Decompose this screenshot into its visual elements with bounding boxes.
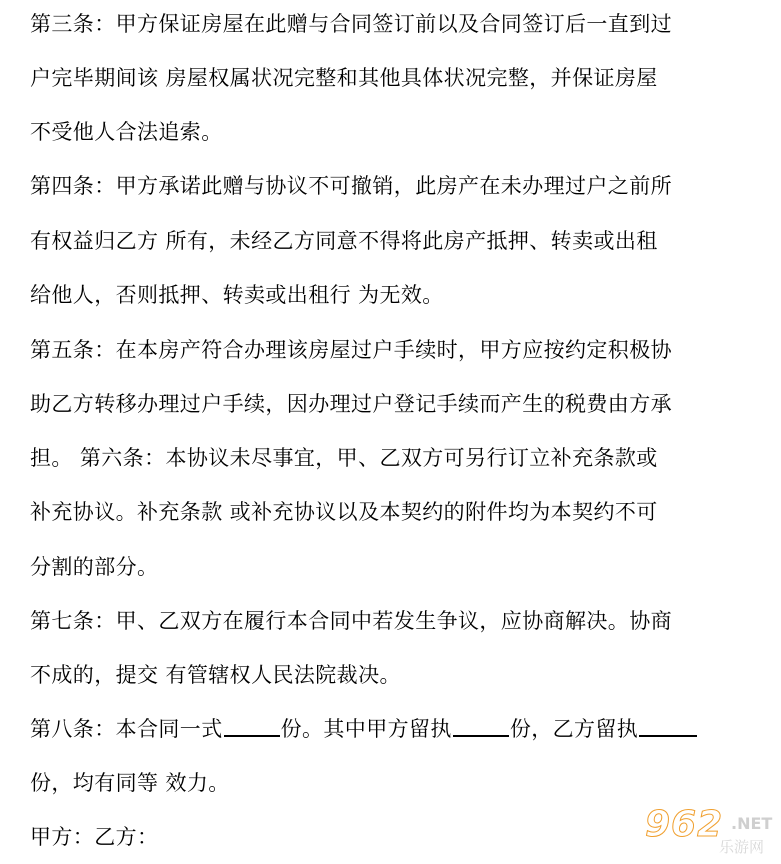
text-line: 第七条：甲、乙双方在履行本合同中若发生争议，应协商解决。协商 <box>30 609 672 633</box>
text-line: 不成的，提交 有管辖权人民法院裁决。 <box>30 663 401 687</box>
text-line: 份，均有同等 效力。 <box>30 771 230 795</box>
article-8-text: 份。其中甲方留执 <box>280 717 452 741</box>
party-a-copies-blank <box>453 709 509 737</box>
text-line: 第五条：在本房产符合办理该房屋过户手续时，甲方应按约定积极协 <box>30 338 672 362</box>
article-8-line <box>30 709 698 749</box>
text-line: 补充协议。补充条款 或补充协议以及本契约的附件均为本契约不可 <box>30 500 658 524</box>
watermark-name: 乐游网 <box>719 838 765 856</box>
text-line: 助乙方转移办理过户手续，因办理过户登记手续而产生的税费由方承 <box>30 392 672 416</box>
article-8-text: 份，乙方留执 <box>509 717 639 741</box>
watermark-number: 962 <box>645 804 724 845</box>
watermark-suffix: .NET <box>731 814 773 833</box>
text-line: 给他人，否则抵押、转卖或出租行 为无效。 <box>30 283 444 307</box>
text-line: 第四条：甲方承诺此赠与协议不可撤销，此房产在未办理过户之前所 <box>30 174 672 198</box>
copies-total-blank <box>224 709 280 737</box>
text-line: 担。 第六条：本协议未尽事宜，甲、乙双方可另行订立补充条款或 <box>30 446 658 470</box>
text-line: 分割的部分。 <box>30 555 159 579</box>
text-line: 有权益归乙方 所有，未经乙方同意不得将此房产抵押、转卖或出租 <box>30 229 658 253</box>
party-b-copies-blank <box>639 709 697 737</box>
text-line: 户完毕期间该 房屋权属状况完整和其他具体状况完整，并保证房屋 <box>30 66 658 90</box>
site-watermark-logo <box>645 804 775 860</box>
text-line: 第三条：甲方保证房屋在此赠与合同签订前以及合同签订后一直到过 <box>30 12 672 36</box>
text-line: 不受他人合法追索。 <box>30 120 223 144</box>
article-8-text: 第八条：本合同一式 <box>30 717 223 741</box>
signature-line: 甲方：乙方： <box>30 825 159 849</box>
